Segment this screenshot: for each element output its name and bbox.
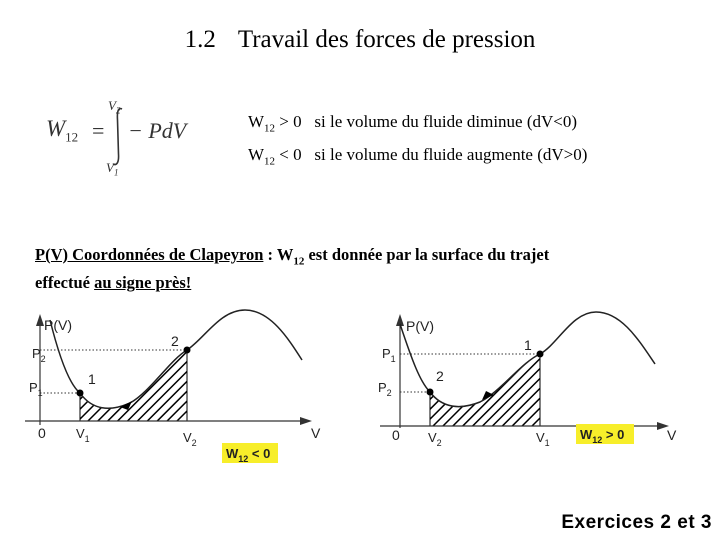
x-label-left: V	[311, 425, 321, 441]
tick-v1-right: $V_1$	[536, 430, 550, 448]
clapeyron-paragraph: P(V) Coordonnées de Clapeyron : $W_{12}$ est donnée par la surface du trajet effectué au signe près!	[35, 245, 550, 293]
tick-bottom-right: $P_2$	[378, 380, 392, 398]
integrand: − PdV	[128, 118, 187, 143]
work-formula	[40, 94, 240, 184]
title-number: 1.2	[184, 26, 216, 53]
graph-left	[0, 300, 360, 475]
tick-v2-left: $V_2$	[183, 430, 197, 448]
badge-left-text: $W_{12} < 0$	[226, 446, 271, 464]
origin-right: 0	[392, 427, 400, 443]
title-text: Travail des forces de pression	[237, 26, 536, 53]
upper-bound: $V_2$	[108, 98, 121, 116]
work-area-left	[80, 350, 187, 421]
x-label-right: V	[667, 427, 677, 443]
y-label-right: P(V)	[406, 318, 434, 334]
point-2-left	[184, 347, 191, 354]
y-label-left: P(V)	[44, 317, 72, 333]
tick-bottom-left: $P_1$	[29, 380, 43, 398]
slide-title	[0, 26, 720, 54]
point-label-high-left: 2	[171, 333, 179, 349]
tick-v2-right: $V_2$	[428, 430, 442, 448]
badge-right-text: $W_{12} > 0$	[580, 427, 625, 445]
graph-right	[360, 300, 710, 475]
point-label-low-right: 2	[436, 368, 444, 384]
integral-sign	[110, 106, 126, 168]
point-1-right	[537, 351, 544, 358]
formula-lhs: $W_{12}$	[46, 116, 79, 145]
condition-positive: $W_{12} > 0$ si le volume du fluide diminue (dV<0)	[248, 112, 578, 135]
lower-bound: $V_1$	[106, 160, 119, 178]
tick-top-right: $P_1$	[382, 346, 396, 364]
exercises-label: Exercices 2 et 3	[561, 512, 712, 533]
condition-negative: $W_{12} < 0$ si le volume du fluide augmente (dV>0)	[248, 145, 588, 168]
tick-v1-left: $V_1$	[76, 426, 90, 444]
point-1-left	[77, 390, 84, 397]
point-2-right	[427, 389, 434, 396]
origin-left: 0	[38, 425, 46, 441]
point-label-high-right: 1	[524, 337, 532, 353]
point-label-low-left: 1	[88, 371, 96, 387]
equals-sign: =	[92, 118, 105, 143]
tick-top-left: $P_2$	[32, 346, 46, 364]
